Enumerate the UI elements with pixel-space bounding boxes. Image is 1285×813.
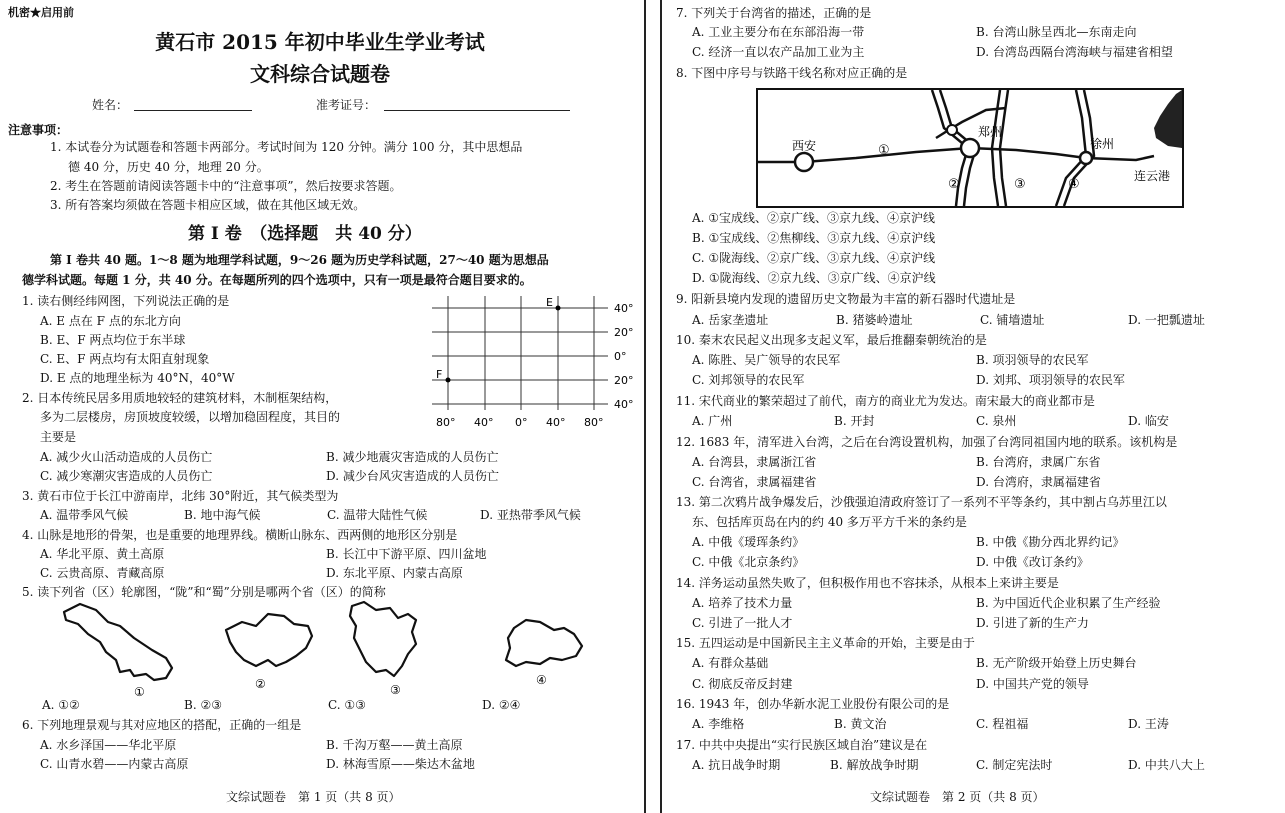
note-line: 德 40 分，历史 40 分，地理 20 分。	[68, 160, 269, 174]
lon-label: 40°	[546, 416, 566, 429]
q1-option-a[interactable]: A. E 点在 F 点的东北方向	[40, 314, 181, 328]
q12-option-b[interactable]: B. 台湾府，隶属广东省	[976, 455, 1101, 469]
q2-option-c[interactable]: C. 减少寒潮灾害造成的人员伤亡	[40, 469, 213, 483]
label-railway-2: ②	[948, 177, 960, 192]
notes-title: 注意事项：	[8, 123, 69, 137]
label-lianyungang: 连云港	[1134, 169, 1171, 183]
lat-label: 20°	[614, 374, 634, 387]
exam-page-1	[0, 0, 640, 813]
q4-option-b[interactable]: B. 长江中下游平原、四川盆地	[326, 547, 487, 561]
q9-option-d[interactable]: D. 一把瓢遗址	[1128, 313, 1205, 327]
q8-option-a[interactable]: A. ①宝成线、②京广线、③京九线、④京沪线	[692, 211, 936, 225]
q5-option-b[interactable]: B. ②③	[184, 698, 222, 712]
page-footer: 文综试题卷 第 1 页（共 8 页）	[226, 790, 401, 804]
q12-option-a[interactable]: A. 台湾县，隶属浙江省	[692, 455, 817, 469]
q5-option-a[interactable]: A. ①②	[42, 698, 80, 712]
station-zhengzhou	[961, 139, 979, 157]
lat-label: 40°	[614, 302, 634, 315]
station-xian	[795, 153, 813, 171]
q17-option-d[interactable]: D. 中共八大上	[1128, 758, 1205, 772]
q16-option-c[interactable]: C. 程祖福	[976, 717, 1029, 731]
question-3: 3. 黄石市位于长江中游南岸，北纬 30°附近，其气候类型为	[22, 489, 339, 503]
q2-option-d[interactable]: D. 减少台风灾害造成的人员伤亡	[326, 469, 499, 483]
ticket-number-label: 准考证号：	[316, 98, 377, 112]
label-railway-1: ①	[878, 143, 890, 158]
q3-option-b[interactable]: B. 地中海气候	[184, 508, 261, 522]
q14-option-d[interactable]: D. 引进了新的生产力	[976, 616, 1089, 630]
question-10: 10. 秦末农民起义出现多支起义军，最后推翻秦朝统治的是	[676, 333, 987, 347]
station-junction	[947, 125, 957, 135]
question-15: 15. 五四运动是中国新民主主义革命的开始，主要是由于	[676, 636, 975, 650]
exam-page-2	[664, 0, 1285, 813]
q17-option-b[interactable]: B. 解放战争时期	[830, 758, 919, 772]
q7-option-c[interactable]: C. 经济一直以农产品加工业为主	[692, 45, 865, 59]
question-2-line: 多为二层楼房，房顶坡度较缓，以增加稳固程度，其目的	[40, 410, 341, 424]
lon-label: 40°	[474, 416, 494, 429]
section-title: 第 Ⅰ 卷 （选择题 共 40 分）	[188, 224, 422, 244]
province-outlines-figure	[50, 600, 610, 700]
province-outline-gansu	[64, 604, 172, 680]
q3-option-a[interactable]: A. 温带季风气候	[40, 508, 129, 522]
lat-label: 0°	[614, 350, 627, 363]
page-divider	[660, 0, 662, 813]
question-14: 14. 洋务运动虽然失败了，但积极作用也不容抹杀，从根本上来讲主要是	[676, 576, 1059, 590]
q3-option-d[interactable]: D. 亚热带季风气候	[480, 508, 581, 522]
q4-option-a[interactable]: A. 华北平原、黄土高原	[40, 547, 165, 561]
q7-option-b[interactable]: B. 台湾山脉呈西北—东南走向	[976, 25, 1137, 39]
name-field[interactable]	[134, 110, 252, 111]
page-footer: 文综试题卷 第 2 页（共 8 页）	[870, 790, 1045, 804]
q9-option-a[interactable]: A. 岳家垄遗址	[692, 313, 769, 327]
q2-option-b[interactable]: B. 减少地震灾害造成的人员伤亡	[326, 450, 499, 464]
q14-option-b[interactable]: B. 为中国近代企业积累了生产经验	[976, 596, 1161, 610]
q10-option-b[interactable]: B. 项羽领导的农民军	[976, 353, 1089, 367]
question-13: 13. 第二次鸦片战争爆发后，沙俄强迫清政府签订了一系列不平等条约，其中割占乌苏里江以	[676, 495, 1167, 509]
label-xuzhou: 徐州	[1090, 137, 1115, 151]
question-2-line: 主要是	[40, 430, 77, 444]
q11-option-c[interactable]: C. 泉州	[976, 414, 1017, 428]
lon-label: 0°	[515, 416, 528, 429]
question-8: 8. 下图中序号与铁路干线名称对应正确的是	[676, 66, 908, 80]
lat-long-grid-figure	[420, 292, 640, 432]
note-line: 2. 考生在答题前请阅读答题卡中的“注意事项”，然后按要求答题。	[50, 179, 402, 193]
q1-option-d[interactable]: D. E 点的地理坐标为 40°N，40°W	[40, 371, 235, 385]
q8-option-d[interactable]: D. ①陇海线、②京九线、③京广线、④京沪线	[692, 271, 936, 285]
q8-option-c[interactable]: C. ①陇海线、②京广线、③京九线、④京沪线	[692, 251, 936, 265]
q1-option-b[interactable]: B. E、F 两点均位于东半球	[40, 333, 186, 347]
q6-option-b[interactable]: B. 千沟万壑——黄土高原	[326, 738, 463, 752]
lon-label: 80°	[584, 416, 604, 429]
confidential-label: 机密★启用前	[8, 6, 74, 19]
question-5: 5. 读下列省（区）轮廓图，“陇”和“蜀”分别是哪两个省（区）的简称	[22, 585, 386, 599]
q12-option-c[interactable]: C. 台湾省，隶属福建省	[692, 475, 817, 489]
q7-option-a[interactable]: A. 工业主要分布在东部沿海一带	[692, 25, 865, 39]
q16-option-d[interactable]: D. 王涛	[1128, 717, 1169, 731]
question-16: 16. 1943 年，创办华新水泥工业股份有限公司的是	[676, 697, 950, 711]
lat-label: 40°	[614, 398, 634, 411]
q10-option-a[interactable]: A. 陈胜、吴广领导的农民军	[692, 353, 841, 367]
shape-label-2: ②	[255, 677, 266, 691]
q10-option-d[interactable]: D. 刘邦、项羽领导的农民军	[976, 373, 1125, 387]
question-13-line: 东、包括库页岛在内的约 40 多万平方千米的条约是	[692, 515, 967, 529]
q5-option-c[interactable]: C. ①③	[328, 698, 366, 712]
q6-option-d[interactable]: D. 林海雪原——柴达木盆地	[326, 757, 475, 771]
question-9: 9. 阳新县境内发现的遗留历史文物最为丰富的新石器时代遗址是	[676, 292, 1016, 306]
province-outline-shaanxi	[350, 602, 416, 676]
q4-option-c[interactable]: C. 云贵高原、青藏高原	[40, 566, 165, 580]
question-6: 6. 下列地理景观与其对应地区的搭配，正确的一组是	[22, 718, 302, 732]
station-xuzhou	[1080, 152, 1092, 164]
q17-option-c[interactable]: C. 制定宪法时	[976, 758, 1053, 772]
shape-label-1: ①	[134, 685, 145, 699]
q15-option-b[interactable]: B. 无产阶级开始登上历史舞台	[976, 656, 1137, 670]
ticket-number-field[interactable]	[384, 110, 570, 111]
question-7: 7. 下列关于台湾省的描述，正确的是	[676, 6, 872, 20]
note-line: 1. 本试卷分为试题卷和答题卡两部分。考试时间为 120 分钟。满分 100 分，其中思想品	[50, 140, 523, 154]
q13-option-a[interactable]: A. 中俄《瑷珲条约》	[692, 535, 805, 549]
q13-option-c[interactable]: C. 中俄《北京条约》	[692, 555, 805, 569]
question-17: 17. 中共中央提出“实行民族区域自治”建议是在	[676, 738, 928, 752]
section-description: 德学科试题。每题 1 分，共 40 分。在每题所列的四个选项中，只有一项是最符合题目要求的。	[22, 273, 532, 287]
q7-option-d[interactable]: D. 台湾岛西隔台湾海峡与福建省相望	[976, 45, 1173, 59]
q2-option-a[interactable]: A. 减少火山活动造成的人员伤亡	[40, 450, 213, 464]
q11-option-b[interactable]: B. 开封	[834, 414, 875, 428]
q6-option-c[interactable]: C. 山青水碧——内蒙古高原	[40, 757, 189, 771]
point-f-label: F	[436, 368, 443, 381]
q17-option-a[interactable]: A. 抗日战争时期	[692, 758, 781, 772]
q11-option-d[interactable]: D. 临安	[1128, 414, 1169, 428]
q1-option-c[interactable]: C. E、F 两点均有太阳直射现象	[40, 352, 210, 366]
name-label: 姓名：	[92, 98, 129, 112]
q15-option-d[interactable]: D. 中国共产党的领导	[976, 677, 1089, 691]
question-1: 1. 读右侧经纬网图，下列说法正确的是	[22, 294, 230, 308]
exam-title: 黄石市 2015 年初中毕业生学业考试	[155, 30, 485, 54]
q3-option-c[interactable]: C. 温带大陆性气候	[327, 508, 428, 522]
section-description: 第 Ⅰ 卷共 40 题。1～8 题为地理学科试题，9～26 题为历史学科试题，27～40 题为思想品	[50, 253, 549, 267]
label-railway-3: ③	[1014, 177, 1026, 192]
question-4: 4. 山脉是地形的骨架，也是重要的地理界线。横断山脉东、西两侧的地形区分别是	[22, 528, 458, 542]
q11-option-a[interactable]: A. 广州	[692, 414, 733, 428]
q4-option-d[interactable]: D. 东北平原、内蒙古高原	[326, 566, 463, 580]
q12-option-d[interactable]: D. 台湾府，隶属福建省	[976, 475, 1101, 489]
label-railway-4: ④	[1068, 177, 1080, 192]
point-e-label: E	[546, 296, 553, 309]
q14-option-c[interactable]: C. 引进了一批人才	[692, 616, 793, 630]
q9-option-c[interactable]: C. 铺墙遗址	[980, 313, 1045, 327]
question-11: 11. 宋代商业的繁荣超过了前代，南方的商业尤为发达。南宋最大的商业都市是	[676, 394, 1095, 408]
province-outline-hunan	[506, 620, 582, 666]
question-2: 2. 日本传统民居多用质地较轻的建筑材料，木制框架结构，	[22, 391, 338, 405]
q9-option-b[interactable]: B. 猪婆岭遗址	[836, 313, 913, 327]
label-zhengzhou: 郑州	[978, 125, 1003, 139]
railway-map-figure	[756, 88, 1184, 208]
label-xian: 西安	[792, 139, 817, 153]
shape-label-4: ④	[536, 673, 547, 687]
point-e	[556, 306, 561, 311]
q10-option-c[interactable]: C. 刘邦领导的农民军	[692, 373, 805, 387]
province-outline-sichuan	[226, 614, 312, 666]
q16-option-b[interactable]: B. 黄文治	[834, 717, 887, 731]
q15-option-c[interactable]: C. 彻底反帝反封建	[692, 677, 793, 691]
q13-option-d[interactable]: D. 中俄《改订条约》	[976, 555, 1089, 569]
q14-option-a[interactable]: A. 培养了技术力量	[692, 596, 793, 610]
lat-label: 20°	[614, 326, 634, 339]
q6-option-a[interactable]: A. 水乡泽国——华北平原	[40, 738, 177, 752]
q16-option-a[interactable]: A. 李维格	[692, 717, 745, 731]
lon-label: 80°	[436, 416, 456, 429]
point-f	[446, 378, 451, 383]
exam-subtitle: 文科综合试题卷	[250, 62, 390, 86]
page-divider	[644, 0, 646, 813]
note-line: 3. 所有答案均须做在答题卡相应区域，做在其他区域无效。	[50, 198, 366, 212]
shape-label-3: ③	[390, 683, 401, 697]
q13-option-b[interactable]: B. 中俄《勘分西北界约记》	[976, 535, 1125, 549]
q15-option-a[interactable]: A. 有群众基础	[692, 656, 769, 670]
q5-option-d[interactable]: D. ②④	[482, 698, 521, 712]
question-12: 12. 1683 年，清军进入台湾，之后在台湾设置机构，加强了台湾同祖国内地的联系。该机构是	[676, 435, 1178, 449]
q8-option-b[interactable]: B. ①宝成线、②焦柳线、③京九线、④京沪线	[692, 231, 936, 245]
